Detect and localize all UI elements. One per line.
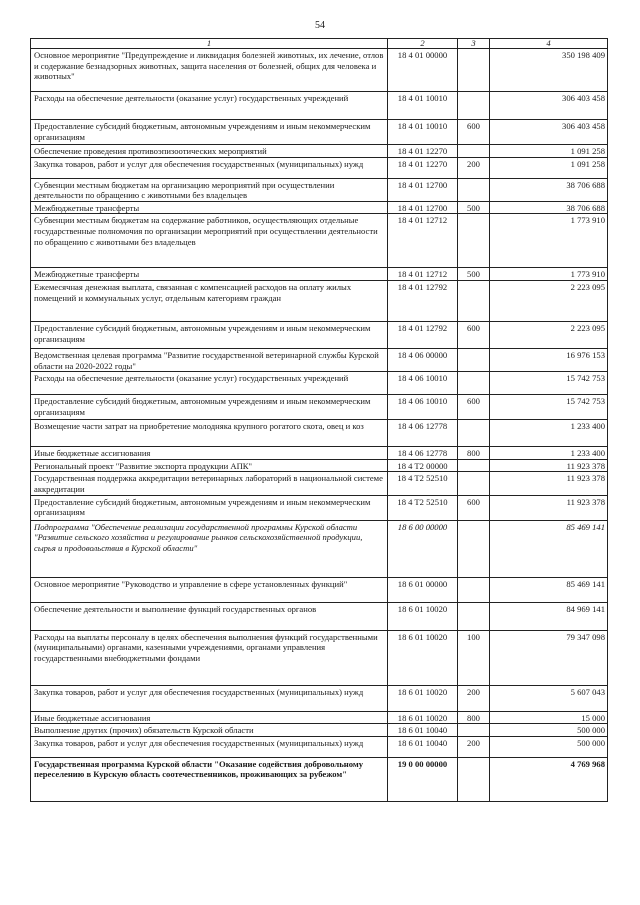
amount: 1 091 258 — [490, 145, 608, 158]
row-name: Обеспечение деятельности и выполнение функций государственных органов — [31, 602, 388, 630]
table-row — [31, 268, 608, 281]
amount: 84 969 141 — [490, 602, 608, 630]
target-code: 18 4 01 10010 — [388, 92, 458, 120]
table-row — [31, 201, 608, 214]
target-code: 18 4 01 12700 — [388, 178, 458, 201]
expense-type — [458, 420, 490, 447]
column-number: 1 — [31, 39, 388, 49]
target-code: 18 4 06 10010 — [388, 395, 458, 420]
table-row — [31, 630, 608, 685]
row-name: Предоставление субсидий бюджетным, автономным учреждениям и иным некоммерческим организациям — [31, 395, 388, 420]
table-row — [31, 724, 608, 737]
column-number: 4 — [490, 39, 608, 49]
amount: 1 773 910 — [490, 268, 608, 281]
amount: 4 769 968 — [490, 757, 608, 801]
table-row — [31, 685, 608, 711]
target-code: 19 0 00 00000 — [388, 757, 458, 801]
table-row — [31, 49, 608, 92]
target-code: 18 6 01 10020 — [388, 602, 458, 630]
amount: 85 469 141 — [490, 577, 608, 602]
target-code: 18 6 01 10040 — [388, 724, 458, 737]
table-row — [31, 280, 608, 321]
expense-type: 600 — [458, 495, 490, 520]
table-row — [31, 145, 608, 158]
expense-type: 600 — [458, 321, 490, 348]
row-name: Предоставление субсидий бюджетным, автономным учреждениям и иным некоммерческим организациям — [31, 120, 388, 145]
amount: 306 403 458 — [490, 92, 608, 120]
expense-type — [458, 178, 490, 201]
row-name: Закупка товаров, работ и услуг для обеспечения государственных (муниципальных) нужд — [31, 736, 388, 757]
target-code: 18 4 01 10010 — [388, 120, 458, 145]
amount: 15 742 753 — [490, 372, 608, 395]
column-number: 3 — [458, 39, 490, 49]
row-name: Государственная поддержка аккредитации ветеринарных лабораторий в национальной системе аккредитации — [31, 472, 388, 495]
table-row — [31, 214, 608, 268]
target-code: 18 6 01 00000 — [388, 577, 458, 602]
table-row — [31, 472, 608, 495]
expense-type — [458, 520, 490, 577]
table-row — [31, 348, 608, 371]
amount: 500 000 — [490, 736, 608, 757]
target-code: 18 4 01 12792 — [388, 280, 458, 321]
table-row — [31, 420, 608, 447]
target-code: 18 6 01 10020 — [388, 685, 458, 711]
expense-type: 800 — [458, 711, 490, 724]
row-name: Иные бюджетные ассигнования — [31, 711, 388, 724]
expense-type: 600 — [458, 395, 490, 420]
amount: 79 347 098 — [490, 630, 608, 685]
row-name: Расходы на обеспечение деятельности (оказание услуг) государственных учреждений — [31, 372, 388, 395]
amount: 11 923 378 — [490, 495, 608, 520]
table-row — [31, 520, 608, 577]
row-name: Основное мероприятие "Предупреждение и ликвидация болезней животных, их лечение, отлов и содержание безнадзорных животных, защита населения от болезней, общих для человека и животных" — [31, 49, 388, 92]
table-row — [31, 447, 608, 460]
column-number: 2 — [388, 39, 458, 49]
expense-type — [458, 280, 490, 321]
amount: 350 198 409 — [490, 49, 608, 92]
amount: 38 706 688 — [490, 201, 608, 214]
expense-type — [458, 145, 490, 158]
table-row — [31, 736, 608, 757]
amount: 306 403 458 — [490, 120, 608, 145]
amount: 2 223 095 — [490, 321, 608, 348]
expense-type: 200 — [458, 157, 490, 178]
table-row — [31, 157, 608, 178]
table-row — [31, 372, 608, 395]
expense-type — [458, 577, 490, 602]
target-code: 18 4 T2 00000 — [388, 459, 458, 472]
table-row — [31, 395, 608, 420]
target-code: 18 6 01 10040 — [388, 736, 458, 757]
expense-type — [458, 459, 490, 472]
expense-type: 200 — [458, 736, 490, 757]
amount: 16 976 153 — [490, 348, 608, 371]
amount: 15 000 — [490, 711, 608, 724]
expense-type: 500 — [458, 268, 490, 281]
expense-type: 500 — [458, 201, 490, 214]
target-code: 18 4 01 12712 — [388, 214, 458, 268]
row-name: Иные бюджетные ассигнования — [31, 447, 388, 460]
expense-type — [458, 472, 490, 495]
row-name: Возмещение части затрат на приобретение молодняка крупного рогатого скота, овец и коз — [31, 420, 388, 447]
table-row — [31, 321, 608, 348]
target-code: 18 4 01 00000 — [388, 49, 458, 92]
row-name: Межбюджетные трансферты — [31, 268, 388, 281]
budget-table — [30, 38, 608, 802]
row-name: Ежемесячная денежная выплата, связанная с компенсацией расходов на оплату жилых помещений и коммунальных услуг, отдельным категориям граждан — [31, 280, 388, 321]
page-number: 54 — [315, 20, 325, 31]
row-name: Расходы на выплаты персоналу в целях обеспечения выполнения функций государственными (муниципальными) органами, казенными учреждениями, органами управления государственными внебюджетными фондами — [31, 630, 388, 685]
target-code: 18 6 01 10020 — [388, 711, 458, 724]
expense-type — [458, 757, 490, 801]
table-row — [31, 711, 608, 724]
table-row — [31, 495, 608, 520]
table-row — [31, 757, 608, 801]
table-row — [31, 577, 608, 602]
amount: 1 091 258 — [490, 157, 608, 178]
row-name: Предоставление субсидий бюджетным, автономным учреждениям и иным некоммерческим организациям — [31, 495, 388, 520]
target-code: 18 6 01 10020 — [388, 630, 458, 685]
expense-type: 100 — [458, 630, 490, 685]
amount: 5 607 043 — [490, 685, 608, 711]
expense-type — [458, 49, 490, 92]
amount: 1 233 400 — [490, 447, 608, 460]
target-code: 18 4 06 12778 — [388, 420, 458, 447]
amount: 2 223 095 — [490, 280, 608, 321]
target-code: 18 4 T2 52510 — [388, 472, 458, 495]
table-row — [31, 178, 608, 201]
expense-type — [458, 214, 490, 268]
amount: 1 773 910 — [490, 214, 608, 268]
amount: 15 742 753 — [490, 395, 608, 420]
row-name: Основное мероприятие "Руководство и управление в сфере установленных функций" — [31, 577, 388, 602]
row-name: Закупка товаров, работ и услуг для обеспечения государственных (муниципальных) нужд — [31, 157, 388, 178]
target-code: 18 4 01 12700 — [388, 201, 458, 214]
column-number-row — [31, 39, 608, 49]
target-code: 18 4 01 12712 — [388, 268, 458, 281]
row-name: Подпрограмма "Обеспечение реализации государственной программы Курской области "Развитие сельского хозяйства и регулирование рынков сельскохозяйственной продукции, сырья и продовольствия в Курской области" — [31, 520, 388, 577]
target-code: 18 4 06 10010 — [388, 372, 458, 395]
table-row — [31, 120, 608, 145]
target-code: 18 4 06 00000 — [388, 348, 458, 371]
amount: 11 923 378 — [490, 459, 608, 472]
amount: 85 469 141 — [490, 520, 608, 577]
table-row — [31, 602, 608, 630]
expense-type: 600 — [458, 120, 490, 145]
table-row — [31, 459, 608, 472]
expense-type: 800 — [458, 447, 490, 460]
target-code: 18 4 06 12778 — [388, 447, 458, 460]
target-code: 18 4 01 12270 — [388, 157, 458, 178]
row-name: Предоставление субсидий бюджетным, автономным учреждениям и иным некоммерческим организациям — [31, 321, 388, 348]
row-name: Ведомственная целевая программа "Развитие государственной ветеринарной службы Курской области на 2020-2022 годы" — [31, 348, 388, 371]
expense-type — [458, 348, 490, 371]
row-name: Выполнение других (прочих) обязательств Курской области — [31, 724, 388, 737]
row-name: Государственная программа Курской области "Оказание содействия добровольному переселению в Курскую область соотечественников, проживающих за рубежом" — [31, 757, 388, 801]
row-name: Региональный проект "Развитие экспорта продукции АПК" — [31, 459, 388, 472]
expense-type — [458, 372, 490, 395]
amount: 500 000 — [490, 724, 608, 737]
row-name: Субвенции местным бюджетам на организацию мероприятий при осуществлении деятельности по обращению с животными без владельцев — [31, 178, 388, 201]
target-code: 18 6 00 00000 — [388, 520, 458, 577]
expense-type — [458, 602, 490, 630]
target-code: 18 4 T2 52510 — [388, 495, 458, 520]
target-code: 18 4 01 12792 — [388, 321, 458, 348]
amount: 11 923 378 — [490, 472, 608, 495]
target-code: 18 4 01 12270 — [388, 145, 458, 158]
row-name: Закупка товаров, работ и услуг для обеспечения государственных (муниципальных) нужд — [31, 685, 388, 711]
row-name: Субвенции местным бюджетам на содержание работников, осуществляющих отдельные государственные полномочия по организации мероприятий при осуществлении деятельности по обращению с животными без владельцев — [31, 214, 388, 268]
expense-type — [458, 92, 490, 120]
row-name: Обеспечение проведения противоэпизоотических мероприятий — [31, 145, 388, 158]
table-row — [31, 92, 608, 120]
amount: 38 706 688 — [490, 178, 608, 201]
amount: 1 233 400 — [490, 420, 608, 447]
row-name: Межбюджетные трансферты — [31, 201, 388, 214]
expense-type — [458, 724, 490, 737]
row-name: Расходы на обеспечение деятельности (оказание услуг) государственных учреждений — [31, 92, 388, 120]
expense-type: 200 — [458, 685, 490, 711]
